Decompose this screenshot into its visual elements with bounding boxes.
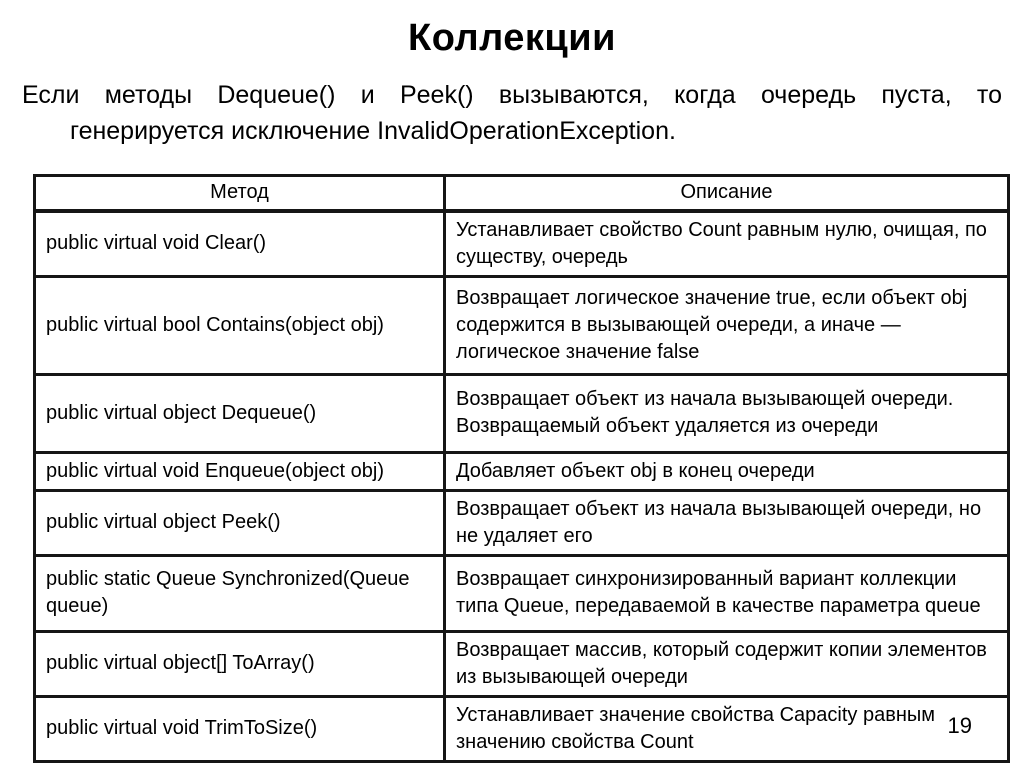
method-cell: public virtual void TrimToSize() [35, 696, 445, 761]
table-row [35, 490, 1009, 555]
description-cell: Возвращает массив, который содержит копии элементов из вызывающей очереди [445, 631, 1009, 696]
table-header-row [35, 176, 1009, 211]
description-cell: Возвращает объект из начала вызывающей очереди. Возвращаемый объект удаляется из очереди [445, 374, 1009, 452]
description-cell: Добавляет объект obj в конец очереди [445, 452, 1009, 490]
column-header-method: Метод [35, 176, 445, 211]
method-cell: public virtual bool Contains(object obj) [35, 276, 445, 374]
table-row [35, 276, 1009, 374]
table-row [35, 696, 1009, 761]
table-row [35, 452, 1009, 490]
method-cell: public virtual object Peek() [35, 490, 445, 555]
intro-paragraph [22, 77, 1002, 149]
method-cell: public virtual void Enqueue(object obj) [35, 452, 445, 490]
description-cell: Возвращает синхронизированный вариант коллекции типа Queue, передаваемой в качестве параметра queue [445, 555, 1009, 631]
slide-page-number: 19 [947, 713, 972, 738]
column-header-description: Описание [445, 176, 1009, 211]
description-cell: Устанавливает свойство Count равным нулю, очищая, по существу, очередь [445, 211, 1009, 277]
table-row [35, 211, 1009, 277]
page-title: Коллекции [408, 17, 616, 59]
method-cell: public virtual object Dequeue() [35, 374, 445, 452]
method-cell: public virtual void Clear() [35, 211, 445, 277]
table-row [35, 555, 1009, 631]
intro-line-1: Если методы Dequeue() и Peek() вызываются, когда очередь пуста, то [22, 81, 1002, 109]
queue-methods-table [33, 174, 1010, 763]
table-row [35, 631, 1009, 696]
table-row [35, 374, 1009, 452]
description-cell: Возвращает логическое значение true, если объект obj содержится в вызывающей очереди, а иначе — логическое значение false [445, 276, 1009, 374]
method-cell: public virtual object[] ToArray() [35, 631, 445, 696]
description-cell: Устанавливает значение свойства Capacity равным значению свойства Count [445, 696, 1009, 761]
intro-line-2: генерируется исключение InvalidOperationException. [70, 117, 676, 145]
method-cell: public static Queue Synchronized(Queue queue) [35, 555, 445, 631]
description-cell: Возвращает объект из начала вызывающей очереди, но не удаляет его [445, 490, 1009, 555]
